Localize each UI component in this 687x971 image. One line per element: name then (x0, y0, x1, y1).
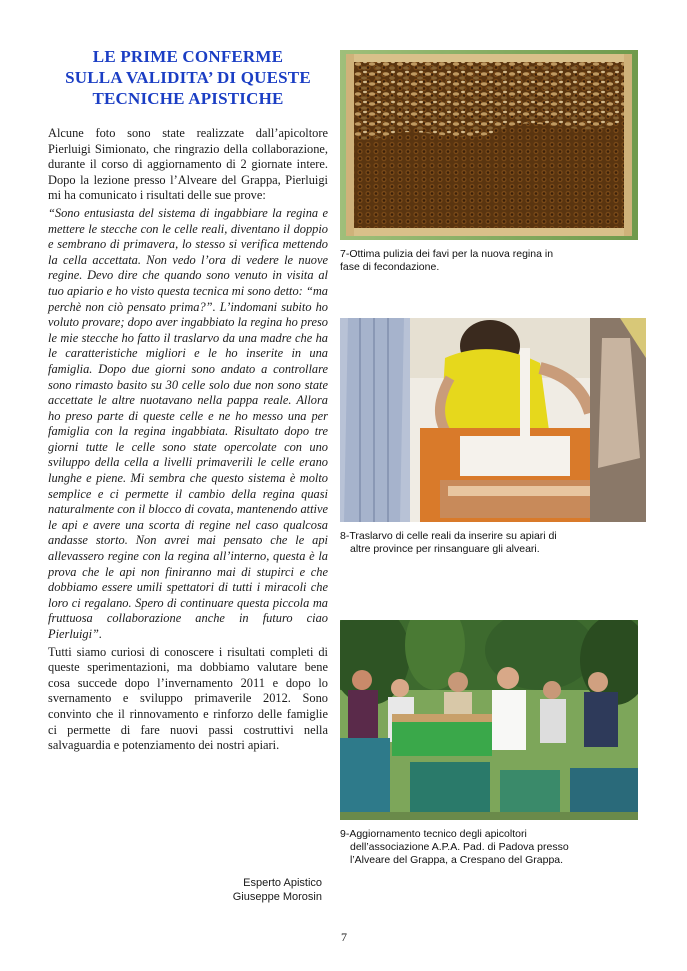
article-title-line: SULLA VALIDITA’ DI QUESTE (65, 68, 311, 87)
closing-paragraph: Tutti siamo curiosi di conoscere i risultati completi di queste sperimentazioni, ma dobbiamo valutare bene cosa succede dopo l’invernamento 2011 e dopo lo svernamento e sviluppo primaverile 2012. Sono convinto che il rinnovamento e rinforzo delle famiglie ci permette di fare nuovi passi costruttivi nella salvaguardia e potenziamento dei nostri apiari. (48, 644, 328, 753)
figure-9-caption (340, 828, 640, 867)
caption-line: fase di fecondazione. (340, 261, 440, 273)
testimonial-quote: “Sono entusiasta del sistema di ingabbiare la regina e mettere le stecche con le celle reali, diventano il doppio e sembrano di primavera, lo stesso si verifica mettendo la cella accettata. Non vedo l’ora di vedere le nuove regine. Devo dire che quando sono venuto in visita al tuo apiario e ho visto questa tecnica mi sono detto: “ma perchè non ciò pensato prima?”. L’indomani subito ho voluto provare; dopo aver ingabbiato la regina ho preso le mie stecche ho fatto il traslarvo da una madre che ha le caratteristiche migliori e le ho inserite in una famiglia. Dopo due giorni sono andato a controllare sono rimasto basito su 30 celle solo due non sono state accettate le altre nuotavano nella pappa reale. Allora ho preso parte di queste celle e ne ho messo una per famiglia con la regina ingabbiata. Risultato dopo tre giorni tutte le celle sono state opercolate con uno sviluppo della cella a livelli primaverili le celle erano lunghe e piene. Mi sembra che questo sistema è molto semplice e ci permette il cambio della regina quasi naturalmente con il blocco di covata, mantenendo attive le api e avere una scorta di regine nel caso qualcosa andasse storto. Non avrei mai pensato che le api allevassero regine con la regina all’interno, questa è la prova che le api non finiranno mai di stupirci e che dobbiamo essere umili spettatori di tutti i miracoli che loro ci regalano. Spero di continuare questa piccola ma fruttuosa collaborazione anche in futuro ciao Pierluigi”. (48, 205, 328, 641)
grafting-workshop-photo (340, 318, 646, 522)
author-name: Giuseppe Morosin (232, 891, 322, 903)
intro-paragraph: Alcune foto sono state realizzate dall’apicoltore Pierluigi Simionato, che ringrazio della collaborazione, durante il corso di aggiornamento di 2 giornate intere. Dopo la lezione presso l’Alveare del Grappa, Pierluigi mi ha comunicato i risultati delle sue prove: (48, 126, 328, 203)
author-role: Esperto Apistico (243, 877, 322, 889)
caption-line: l’Alveare del Grappa, a Crespano del Grappa. (350, 854, 564, 866)
honeycomb-frame-photo (340, 50, 638, 240)
article-title-line: LE PRIME CONFERME (92, 47, 284, 66)
caption-line: 7-Ottima pulizia dei favi per la nuova regina in (340, 248, 554, 260)
apiary-meeting-illustration (340, 620, 638, 820)
caption-line: dell’associazione A.P.A. Pad. di Padova presso (350, 841, 569, 853)
honeycomb-frame-illustration (340, 50, 638, 240)
figure-8-caption (340, 530, 640, 556)
page-number: 7 (341, 930, 347, 944)
author-signature (160, 876, 322, 904)
article-title-line: TECNICHE APISTICHE (92, 89, 284, 108)
caption-line: 9-Aggiornamento tecnico degli apicoltori (340, 828, 527, 840)
apiary-meeting-photo (340, 620, 638, 820)
article-body (48, 126, 328, 754)
figure-7-caption (340, 248, 640, 274)
grafting-workshop-illustration (340, 318, 646, 522)
caption-line: 8-Traslarvo di celle reali da inserire su apiari di (340, 530, 557, 542)
article-title (48, 46, 328, 109)
caption-line: altre province per rinsanguare gli alveari. (350, 543, 540, 555)
